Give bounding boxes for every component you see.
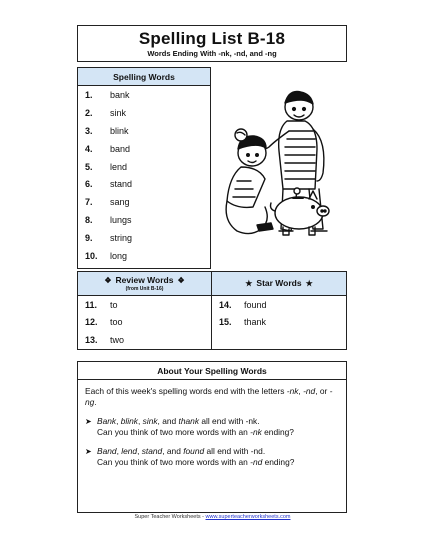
footer-link[interactable]: www.superteacherworksheets.com [205,514,291,520]
item-word: sink [110,107,127,118]
spelling-words-box [77,67,211,269]
item-word: band [110,143,131,154]
item-word: found [244,299,267,310]
item-number: 9. [85,233,93,244]
text-span: all end with -nk. [199,416,260,426]
list-item [78,229,210,247]
item-number: 15. [219,317,232,328]
text-span: Can you think of two more words with an [97,457,251,467]
item-number: 1. [85,89,93,100]
text-span: -nk [250,427,262,437]
text-span: stand [141,446,163,456]
diamond-icon: ❖ [104,276,112,285]
text-span: -nk [286,386,299,396]
text-span: lend [121,446,138,456]
review-words-title: Review Words [115,275,174,285]
review-words-column [78,272,212,349]
kids-piggy-bank-illustration [217,85,342,255]
text-span: , [137,446,142,456]
star-words-title: Star Words [256,278,302,288]
item-number: 4. [85,143,93,154]
text-span: Can you think of two more words with an [97,427,251,437]
bullet-text [97,416,339,438]
text-span: found [183,446,205,456]
item-number: 8. [85,215,93,226]
item-word: too [110,317,123,328]
item-word: lungs [110,215,132,226]
item-number: 10. [85,250,98,261]
page-title: Spelling List B-18 [138,29,286,48]
diamond-icon: ❖ [177,276,185,285]
text-span: Each of this week's spelling words end with the letters [85,386,287,396]
item-number: 11. [85,299,98,310]
item-word: blink [110,125,129,136]
text-span: , or [315,386,330,396]
text-span: blink [120,416,138,426]
text-span: Band [97,446,117,456]
footer-text: Super Teacher Worksheets - [134,514,206,520]
item-number: 12. [85,317,98,328]
item-word: stand [110,179,133,190]
list-item [78,331,211,349]
title-box [77,25,347,62]
about-body [78,380,346,468]
text-span: , [298,386,304,396]
list-item [78,193,210,211]
item-number: 3. [85,125,93,136]
text-span: -nd [250,457,263,467]
item-word: thank [244,317,267,328]
list-item [78,122,210,140]
text-span: sink [142,416,158,426]
arrow-icon: ➤ [85,417,92,426]
list-item [78,296,211,314]
text-span: , [137,416,143,426]
footer [0,514,425,520]
star-icon: ★ [305,279,313,288]
item-word: sang [110,197,130,208]
item-number: 13. [85,334,98,345]
item-word: two [110,334,125,345]
item-number: 6. [85,179,93,190]
page-subtitle: Words Ending With -nk, -nd, and -ng [147,49,277,58]
list-item [78,211,210,229]
text-span: , [116,416,121,426]
item-number: 14. [219,299,232,310]
review-words-header [78,272,211,296]
list-item [78,140,210,158]
text-span: Bank [97,416,117,426]
text-span: ending? [261,427,294,437]
text-span: -ng [85,386,333,407]
text-span: , [116,446,122,456]
about-bullet [85,446,339,468]
text-span: , and [162,446,184,456]
about-bullet [85,416,339,438]
item-number: 2. [85,107,93,118]
review-and-star-words-box [77,271,347,350]
list-item [78,247,210,265]
list-item [212,296,346,314]
item-word: lend [110,161,128,172]
list-item [78,158,210,176]
star-words-column [212,272,346,349]
item-word: to [110,299,118,310]
text-span: . [94,397,97,407]
item-word: bank [110,89,130,100]
star-icon: ★ [245,279,253,288]
about-header: About Your Spelling Words [78,362,346,380]
star-words-header [212,272,346,296]
list-item [78,86,210,104]
arrow-icon: ➤ [85,447,92,456]
item-number: 5. [85,161,93,172]
text-span: , and [157,416,179,426]
review-words-subheader: (from Unit B-16) [125,286,164,292]
list-item [78,175,210,193]
text-span: ending? [262,457,295,467]
text-span: thank [178,416,200,426]
list-item [212,314,346,332]
list-item [78,104,210,122]
item-word: long [110,250,128,261]
item-word: string [110,233,133,244]
spelling-words-header: Spelling Words [78,68,210,86]
text-span: -nd [303,386,316,396]
about-intro [85,386,339,408]
bullet-text [97,446,339,468]
list-item [78,314,211,332]
about-box [77,361,347,513]
item-number: 7. [85,197,93,208]
text-span: all end with -nd. [204,446,266,456]
